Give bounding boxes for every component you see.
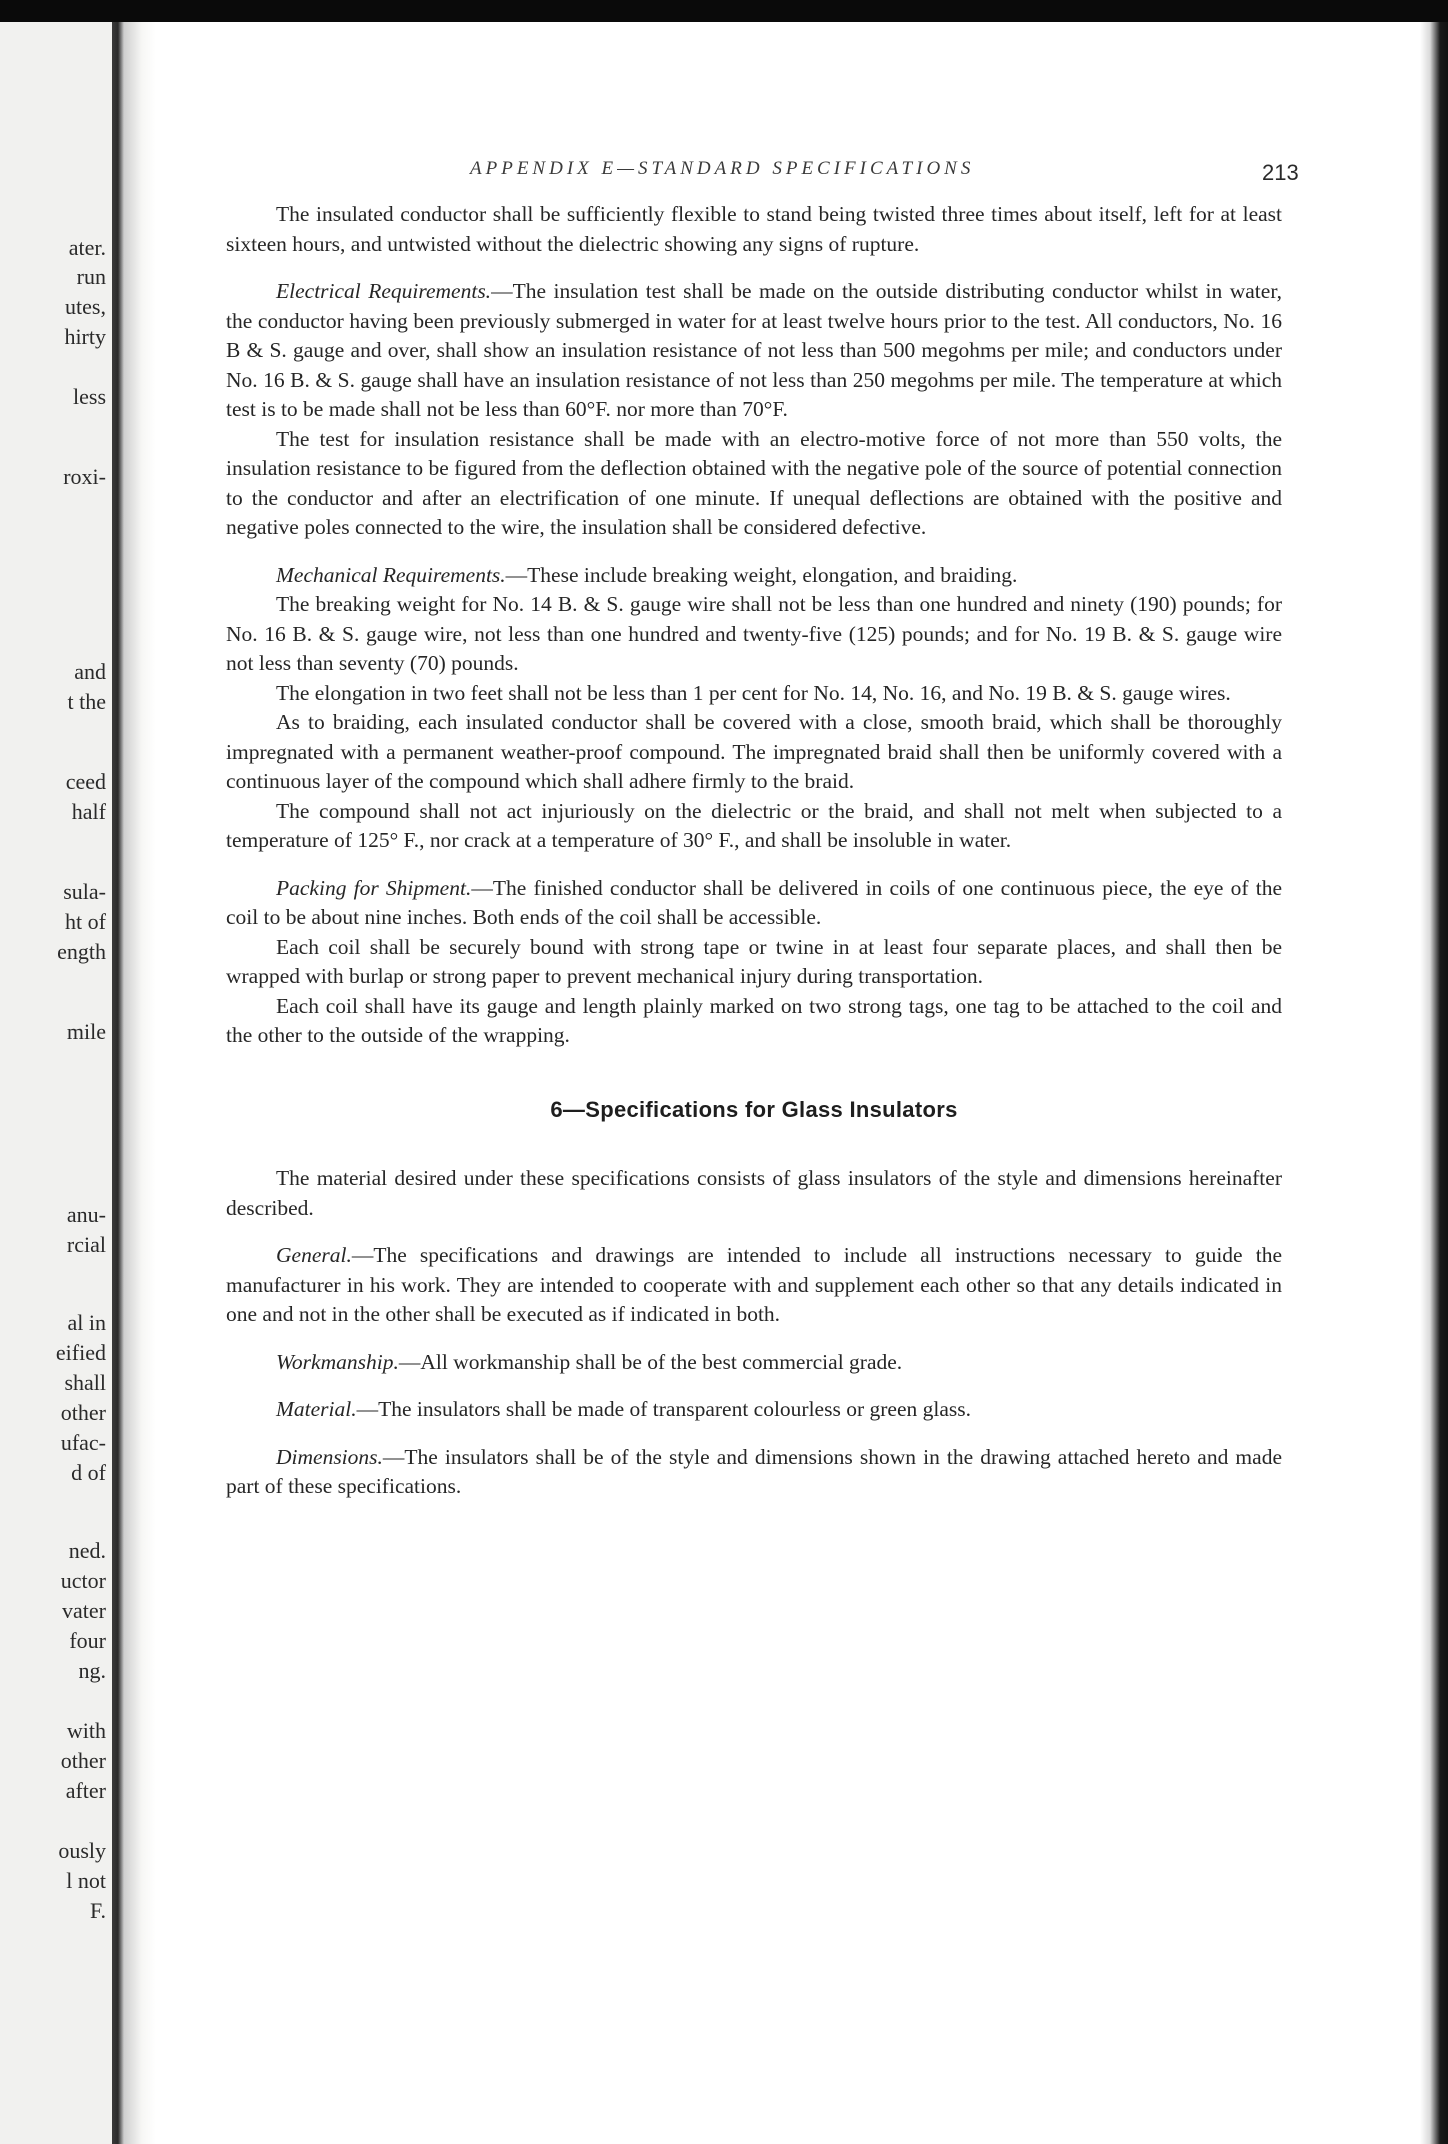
paragraph: The breaking weight for No. 14 B. & S. gauge wire shall not be less than one hundred and ninety (190) pounds; for No. 16 B. & S. gauge wire, not less than one hundred and twenty-five (125) pounds; and for No. 19 B. & S. gauge wire not less than seventy (70) pounds.	[226, 592, 1282, 675]
book-gutter	[112, 22, 156, 2144]
paragraph	[226, 1443, 1282, 1502]
facing-page-fragment: other	[60, 1748, 106, 1773]
facing-page-fragment: after	[65, 1778, 106, 1803]
paragraph: The elongation in two feet shall not be less than 1 per cent for No. 14, No. 16, and No. 19 B. & S. gauge wires.	[276, 680, 1231, 705]
paragraph	[226, 1395, 1282, 1425]
facing-page-fragment: F.	[90, 1898, 106, 1923]
facing-page-fragment: with	[66, 1718, 106, 1743]
facing-page-fragment: ength	[57, 939, 106, 964]
paragraph: Each coil shall be securely bound with strong tape or twine in at least four separate places, and shall then be wrapped with burlap or strong paper to prevent mechanical injury during transportation.	[226, 934, 1282, 988]
facing-page-fragment: al in	[67, 1310, 106, 1335]
page-number: 213	[1262, 160, 1299, 185]
paragraph-text: —The finished conductor shall be delivered in coils of one continuous piece, the eye of the coil to be about nine inches. Both ends of the coil shall be accessible.	[226, 875, 1282, 929]
paragraph-text: —The insulators shall be of the style and dimensions shown in the drawing attached hereto and made part of these specifications.	[226, 1444, 1282, 1498]
facing-page-fragment: anu-	[66, 1202, 106, 1227]
scan-right-border	[1420, 22, 1448, 2144]
paragraph	[226, 277, 1282, 425]
paragraph: The compound shall not act injuriously on the dielectric or the braid, and shall not melt when subjected to a temperature of 125° F., nor crack at a temperature of 30° F., and shall be insoluble in water.	[226, 798, 1282, 852]
paragraph-text: —The specifications and drawings are intended to include all instructions necessary to guide the manufacturer in his work. They are intended to cooperate with and supplement each other so that any details indicated in one and not in the other shall be executed as if indicated in both.	[226, 1243, 1282, 1326]
facing-page-fragment: ously	[58, 1838, 106, 1863]
paragraph	[226, 1348, 1282, 1378]
paragraph: Each coil shall have its gauge and length plainly marked on two strong tags, one tag to be attached to the coil and the other to the outside of the wrapping.	[226, 993, 1282, 1047]
scan-top-border	[0, 0, 1448, 22]
run-in-heading: Workmanship.	[276, 1349, 399, 1374]
facing-page-fragment: ceed	[65, 769, 106, 794]
facing-page-fragment: uctor	[60, 1568, 106, 1593]
paragraph-text: —The insulation test shall be made on the outside distributing conductor whilst in water, the conductor having been previously submerged in water for at least twelve hours prior to the test. All conductors, No. 16 B & S. gauge and over, shall show an insulation resistance of not less than 500 megohms per mile; and conductors under No. 16 B. & S. gauge shall have an insulation resistance of not less than 250 megohms per mile. The temperature at which test is to be made shall not be less than 60°F. nor more than 70°F.	[226, 279, 1282, 421]
facing-page-fragment: vater	[62, 1598, 106, 1623]
facing-page-fragment: run	[76, 264, 106, 289]
paragraph-text: —All workmanship shall be of the best commercial grade.	[398, 1349, 903, 1374]
facing-page-fragment: utes,	[65, 294, 106, 319]
facing-page-fragment: rcial	[66, 1232, 106, 1257]
facing-page-fragment: hirty	[64, 324, 106, 349]
facing-page-fragment: ater.	[68, 235, 106, 260]
facing-page-fragment: ht of	[65, 909, 106, 934]
paragraph: The material desired under these specifications consists of glass insulators of the style and dimensions hereinafter described.	[226, 1166, 1282, 1220]
page-body	[226, 200, 1282, 1502]
facing-page-fragment: mile	[66, 1019, 106, 1044]
paragraph	[226, 1241, 1282, 1330]
run-in-heading: Mechanical Requirements.	[276, 562, 506, 587]
facing-page-fragment: less	[73, 384, 106, 409]
facing-page-fragment: four	[69, 1628, 106, 1653]
run-in-heading: Electrical Requirements.	[276, 279, 492, 303]
paragraph-text: —These include breaking weight, elongation, and braiding.	[505, 562, 1018, 587]
paragraph-text: —The insulators shall be made of transparent colourless or green glass.	[356, 1397, 971, 1421]
section-heading: 6—Specifications for Glass Insulators	[550, 1096, 958, 1122]
facing-page-edge	[0, 22, 112, 2144]
facing-page-fragment: ng.	[78, 1658, 106, 1683]
facing-page-fragment: shall	[64, 1370, 106, 1395]
facing-page-fragment: and	[74, 659, 106, 684]
facing-page-fragment: ufac-	[60, 1430, 106, 1455]
paragraph: The test for insulation resistance shall be made with an electro-motive force of not more than 550 volts, the insulation resistance to be figured from the deflection obtained with the negative pole of the source of potential connection to the conductor and after an electrification of one minute. If unequal deflections are obtained with the positive and negative poles connected to the wire, the insulation shall be considered defective.	[226, 426, 1282, 539]
facing-page-fragment: sula-	[63, 879, 106, 904]
facing-page-fragment: roxi-	[63, 464, 106, 489]
paragraph: The insulated conductor shall be sufficiently flexible to stand being twisted three times about itself, left for at least sixteen hours, and untwisted without the dielectric showing any signs of rupture.	[226, 202, 1282, 256]
run-in-heading: General.	[276, 1243, 352, 1267]
facing-page-fragment: ned.	[68, 1538, 106, 1563]
paragraph: As to braiding, each insulated conductor shall be covered with a close, smooth braid, which shall be thoroughly impregnated with a permanent weather-proof compound. The impregnated braid shall then be uniformly covered with a continuous layer of the compound which shall adhere firmly to the braid.	[226, 710, 1282, 793]
paragraph	[226, 874, 1282, 933]
facing-page-fragment: l not	[66, 1868, 106, 1893]
facing-page-fragment: other	[60, 1400, 106, 1425]
facing-page-fragment: t the	[67, 689, 106, 714]
facing-page-fragment: half	[71, 799, 106, 824]
facing-page-fragment: d of	[71, 1460, 106, 1485]
run-in-heading: Dimensions.	[276, 1444, 383, 1469]
run-in-heading: Packing for Shipment.	[276, 875, 472, 900]
paragraph	[226, 561, 1282, 591]
running-header: APPENDIX E—STANDARD SPECIFICATIONS	[470, 158, 975, 179]
facing-page-fragment: eified	[55, 1340, 106, 1365]
run-in-heading: Material.	[276, 1397, 357, 1421]
